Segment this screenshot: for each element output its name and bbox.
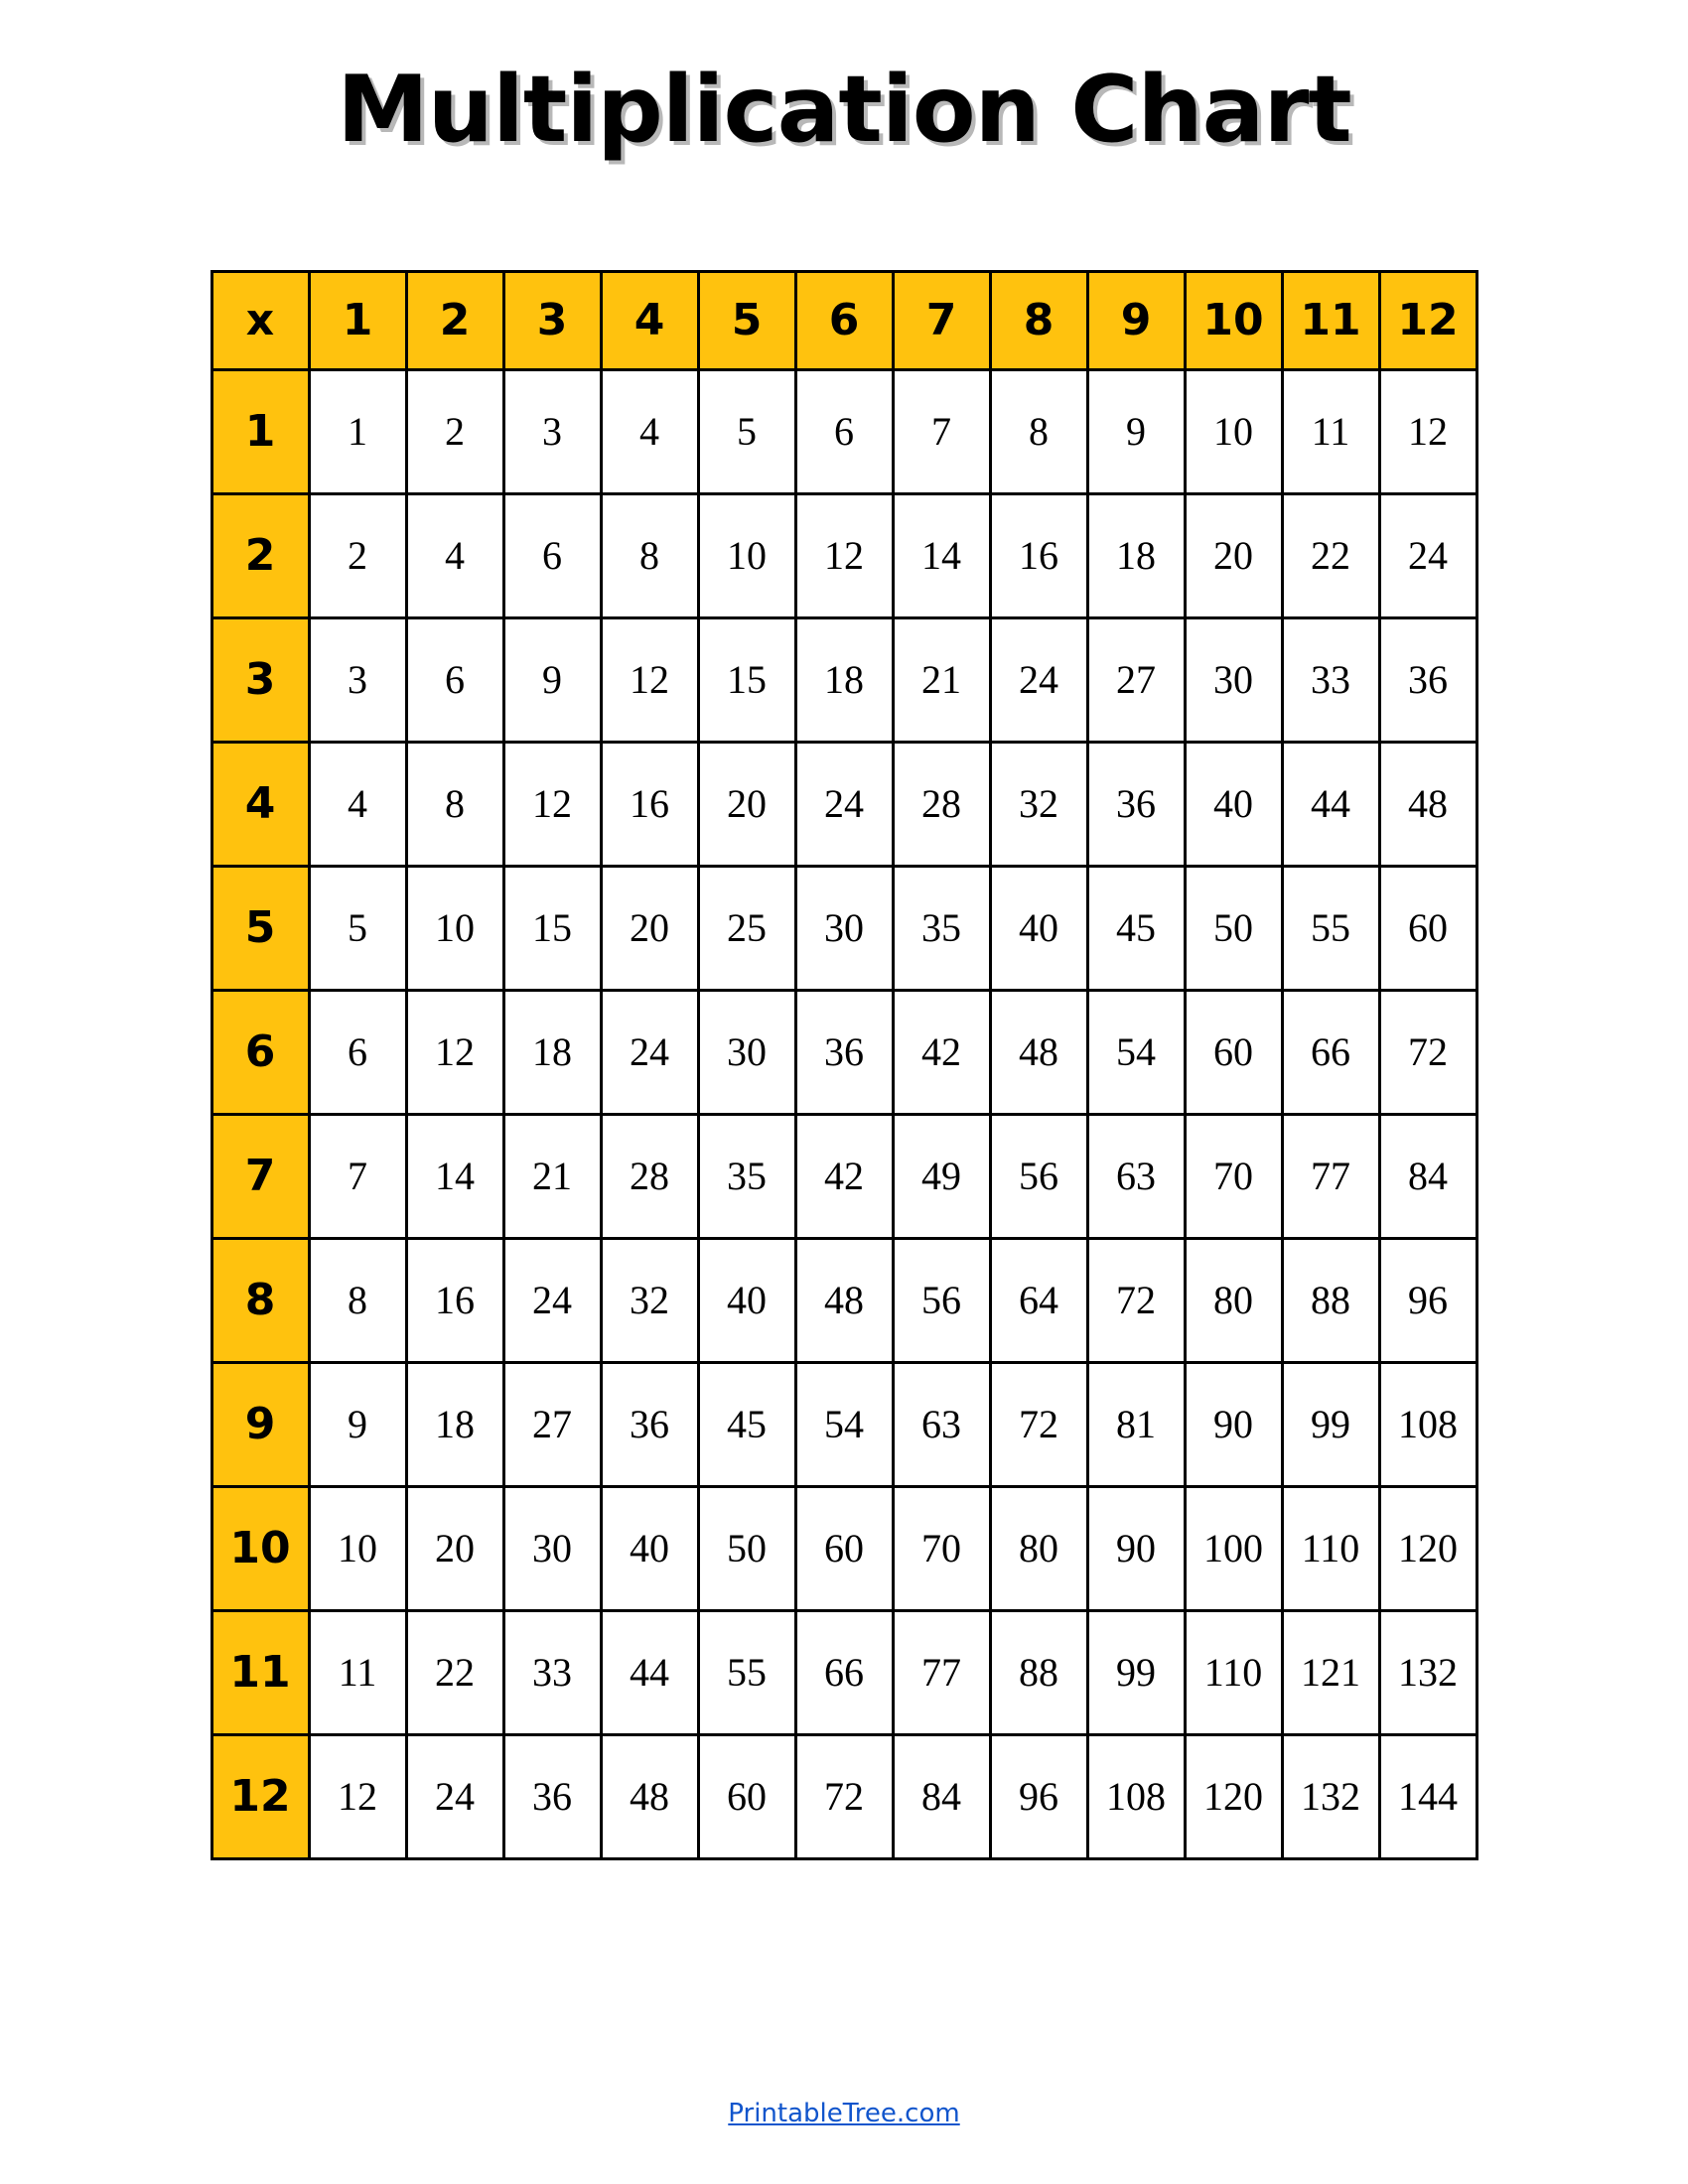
cell-4-9: 36 [1089,744,1187,868]
cell-4-10: 40 [1187,744,1284,868]
column-header-8: 8 [992,270,1089,371]
cell-7-12: 84 [1381,1116,1478,1240]
cell-6-4: 24 [603,992,700,1116]
cell-11-3: 33 [505,1612,603,1736]
cell-12-12: 144 [1381,1736,1478,1860]
table-row [211,1240,1478,1364]
cell-9-11: 99 [1284,1364,1381,1488]
cell-6-9: 54 [1089,992,1187,1116]
cell-7-11: 77 [1284,1116,1381,1240]
row-header-10: 10 [211,1488,311,1612]
cell-3-9: 27 [1089,619,1187,744]
row-header-7: 7 [211,1116,311,1240]
cell-2-4: 8 [603,495,700,619]
cell-8-4: 32 [603,1240,700,1364]
cell-4-3: 12 [505,744,603,868]
row-header-3: 3 [211,619,311,744]
cell-10-9: 90 [1089,1488,1187,1612]
cell-12-1: 12 [311,1736,408,1860]
table-row [211,1488,1478,1612]
cell-4-8: 32 [992,744,1089,868]
cell-7-10: 70 [1187,1116,1284,1240]
cell-9-9: 81 [1089,1364,1187,1488]
column-header-12: 12 [1381,270,1478,371]
cell-5-11: 55 [1284,868,1381,992]
cell-3-7: 21 [895,619,992,744]
row-header-6: 6 [211,992,311,1116]
cell-10-4: 40 [603,1488,700,1612]
column-header-2: 2 [408,270,505,371]
cell-1-12: 12 [1381,371,1478,495]
cell-12-7: 84 [895,1736,992,1860]
cell-6-7: 42 [895,992,992,1116]
cell-5-1: 5 [311,868,408,992]
cell-1-8: 8 [992,371,1089,495]
column-header-7: 7 [895,270,992,371]
cell-7-8: 56 [992,1116,1089,1240]
cell-2-11: 22 [1284,495,1381,619]
cell-1-2: 2 [408,371,505,495]
cell-10-10: 100 [1187,1488,1284,1612]
cell-7-6: 42 [797,1116,895,1240]
cell-7-9: 63 [1089,1116,1187,1240]
table-body [211,270,1478,1860]
cell-6-5: 30 [700,992,797,1116]
cell-6-3: 18 [505,992,603,1116]
cell-1-11: 11 [1284,371,1381,495]
cell-8-10: 80 [1187,1240,1284,1364]
cell-10-2: 20 [408,1488,505,1612]
cell-11-4: 44 [603,1612,700,1736]
cell-5-6: 30 [797,868,895,992]
cell-9-8: 72 [992,1364,1089,1488]
cell-4-12: 48 [1381,744,1478,868]
table-row [211,495,1478,619]
multiplication-table-container [211,270,1478,1860]
cell-1-1: 1 [311,371,408,495]
cell-12-11: 132 [1284,1736,1381,1860]
cell-4-2: 8 [408,744,505,868]
cell-11-7: 77 [895,1612,992,1736]
cell-10-1: 10 [311,1488,408,1612]
cell-8-5: 40 [700,1240,797,1364]
cell-8-1: 8 [311,1240,408,1364]
cell-12-3: 36 [505,1736,603,1860]
multiplication-table [211,270,1478,1860]
cell-2-10: 20 [1187,495,1284,619]
cell-9-12: 108 [1381,1364,1478,1488]
cell-9-3: 27 [505,1364,603,1488]
cell-5-12: 60 [1381,868,1478,992]
cell-10-6: 60 [797,1488,895,1612]
cell-1-5: 5 [700,371,797,495]
row-header-9: 9 [211,1364,311,1488]
cell-11-6: 66 [797,1612,895,1736]
cell-5-5: 25 [700,868,797,992]
cell-8-11: 88 [1284,1240,1381,1364]
row-header-1: 1 [211,371,311,495]
row-header-5: 5 [211,868,311,992]
cell-3-11: 33 [1284,619,1381,744]
cell-10-3: 30 [505,1488,603,1612]
table-row [211,1116,1478,1240]
column-header-6: 6 [797,270,895,371]
cell-12-6: 72 [797,1736,895,1860]
cell-6-1: 6 [311,992,408,1116]
cell-6-2: 12 [408,992,505,1116]
cell-1-7: 7 [895,371,992,495]
cell-5-4: 20 [603,868,700,992]
cell-6-10: 60 [1187,992,1284,1116]
row-header-11: 11 [211,1612,311,1736]
cell-8-12: 96 [1381,1240,1478,1364]
cell-3-12: 36 [1381,619,1478,744]
cell-8-9: 72 [1089,1240,1187,1364]
cell-1-6: 6 [797,371,895,495]
cell-8-7: 56 [895,1240,992,1364]
cell-2-5: 10 [700,495,797,619]
cell-5-2: 10 [408,868,505,992]
cell-10-5: 50 [700,1488,797,1612]
column-header-4: 4 [603,270,700,371]
cell-4-5: 20 [700,744,797,868]
cell-1-10: 10 [1187,371,1284,495]
cell-9-2: 18 [408,1364,505,1488]
cell-7-7: 49 [895,1116,992,1240]
cell-4-7: 28 [895,744,992,868]
row-header-12: 12 [211,1736,311,1860]
cell-8-8: 64 [992,1240,1089,1364]
cell-7-5: 35 [700,1116,797,1240]
cell-10-7: 70 [895,1488,992,1612]
cell-4-6: 24 [797,744,895,868]
cell-3-6: 18 [797,619,895,744]
cell-1-4: 4 [603,371,700,495]
cell-3-2: 6 [408,619,505,744]
table-header-row [211,270,1478,371]
row-header-2: 2 [211,495,311,619]
cell-12-10: 120 [1187,1736,1284,1860]
cell-10-11: 110 [1284,1488,1381,1612]
cell-11-9: 99 [1089,1612,1187,1736]
cell-8-6: 48 [797,1240,895,1364]
cell-2-9: 18 [1089,495,1187,619]
cell-6-6: 36 [797,992,895,1116]
cell-2-6: 12 [797,495,895,619]
column-header-3: 3 [505,270,603,371]
cell-8-3: 24 [505,1240,603,1364]
cell-11-10: 110 [1187,1612,1284,1736]
table-corner-label: x [211,270,311,371]
table-row [211,619,1478,744]
table-row [211,868,1478,992]
column-header-5: 5 [700,270,797,371]
cell-2-1: 2 [311,495,408,619]
table-row [211,1736,1478,1860]
cell-6-12: 72 [1381,992,1478,1116]
cell-9-1: 9 [311,1364,408,1488]
cell-4-4: 16 [603,744,700,868]
cell-11-8: 88 [992,1612,1089,1736]
row-header-4: 4 [211,744,311,868]
column-header-1: 1 [311,270,408,371]
cell-2-3: 6 [505,495,603,619]
cell-5-8: 40 [992,868,1089,992]
column-header-10: 10 [1187,270,1284,371]
cell-2-12: 24 [1381,495,1478,619]
cell-1-3: 3 [505,371,603,495]
cell-9-4: 36 [603,1364,700,1488]
cell-3-4: 12 [603,619,700,744]
cell-4-11: 44 [1284,744,1381,868]
table-row [211,744,1478,868]
cell-11-11: 121 [1284,1612,1381,1736]
table-row [211,992,1478,1116]
cell-11-2: 22 [408,1612,505,1736]
cell-9-10: 90 [1187,1364,1284,1488]
cell-12-4: 48 [603,1736,700,1860]
cell-5-3: 15 [505,868,603,992]
cell-4-1: 4 [311,744,408,868]
cell-3-1: 3 [311,619,408,744]
cell-7-3: 21 [505,1116,603,1240]
cell-3-10: 30 [1187,619,1284,744]
cell-11-5: 55 [700,1612,797,1736]
cell-6-11: 66 [1284,992,1381,1116]
cell-7-4: 28 [603,1116,700,1240]
cell-3-5: 15 [700,619,797,744]
footer [728,2099,959,2128]
cell-12-2: 24 [408,1736,505,1860]
cell-12-9: 108 [1089,1736,1187,1860]
cell-1-9: 9 [1089,371,1187,495]
cell-9-5: 45 [700,1364,797,1488]
cell-10-12: 120 [1381,1488,1478,1612]
cell-12-8: 96 [992,1736,1089,1860]
cell-3-3: 9 [505,619,603,744]
column-header-9: 9 [1089,270,1187,371]
cell-5-7: 35 [895,868,992,992]
column-header-11: 11 [1284,270,1381,371]
cell-2-2: 4 [408,495,505,619]
cell-2-7: 14 [895,495,992,619]
cell-7-1: 7 [311,1116,408,1240]
cell-11-1: 11 [311,1612,408,1736]
cell-5-10: 50 [1187,868,1284,992]
cell-11-12: 132 [1381,1612,1478,1736]
cell-6-8: 48 [992,992,1089,1116]
cell-8-2: 16 [408,1240,505,1364]
table-row [211,1364,1478,1488]
table-row [211,1612,1478,1736]
printabletree-link[interactable]: PrintableTree.com [728,2099,960,2128]
cell-7-2: 14 [408,1116,505,1240]
cell-9-6: 54 [797,1364,895,1488]
page-title: Multiplication Chart [337,56,1351,163]
row-header-8: 8 [211,1240,311,1364]
cell-3-8: 24 [992,619,1089,744]
cell-9-7: 63 [895,1364,992,1488]
cell-2-8: 16 [992,495,1089,619]
cell-10-8: 80 [992,1488,1089,1612]
cell-5-9: 45 [1089,868,1187,992]
cell-12-5: 60 [700,1736,797,1860]
table-row [211,371,1478,495]
